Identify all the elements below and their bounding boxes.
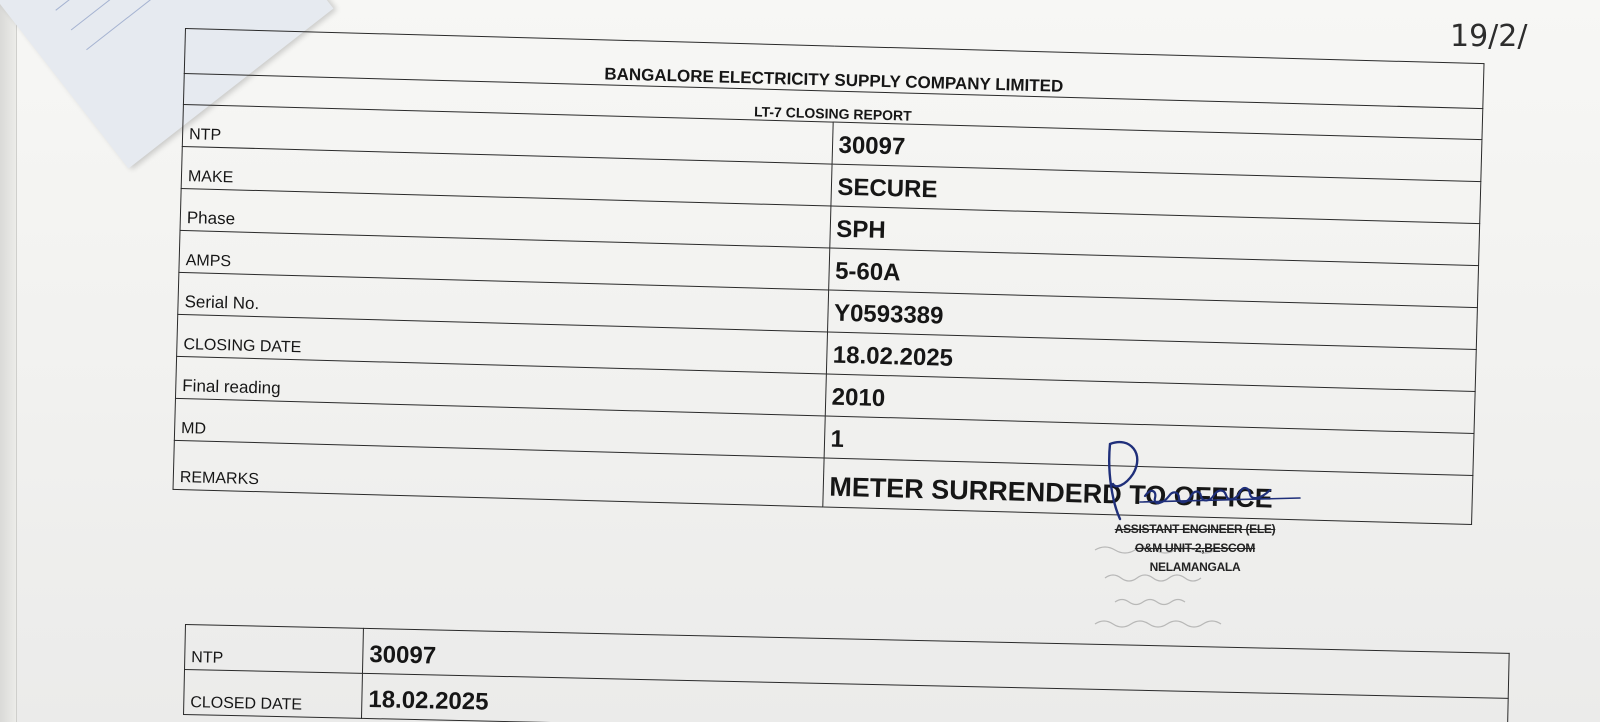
final-reading-value: 2010 bbox=[825, 374, 1475, 434]
final-reading-label: Final reading bbox=[175, 356, 825, 416]
stamp-designation: ASSISTANT ENGINEER (ELE) bbox=[1114, 522, 1276, 536]
ntp-label: NTP bbox=[182, 104, 832, 164]
make-label: MAKE bbox=[181, 146, 831, 206]
remarks-label: REMARKS bbox=[173, 440, 824, 507]
handwritten-date-text: 19/2/ bbox=[1450, 19, 1528, 54]
md-label: MD bbox=[174, 398, 824, 458]
official-stamp bbox=[1070, 520, 1320, 577]
closed-date-label: CLOSED DATE bbox=[184, 670, 363, 719]
ntp-value-2: 30097 bbox=[362, 628, 1509, 698]
phase-label: Phase bbox=[180, 188, 830, 248]
closing-date-label: CLOSING DATE bbox=[177, 314, 827, 374]
md-value: 1 bbox=[824, 416, 1474, 476]
closed-date-value: 18.02.2025 bbox=[361, 673, 1508, 722]
closed-report-table bbox=[183, 624, 1510, 722]
ntp-value: 30097 bbox=[832, 122, 1482, 182]
stamp-unit: O&M UNIT-2,BESCOM bbox=[1134, 541, 1256, 555]
amps-value: 5-60A bbox=[828, 248, 1478, 308]
remarks-value: METER SURRENDERD TO OFFICE bbox=[822, 458, 1473, 525]
closed-report bbox=[183, 624, 1510, 722]
stamp-location: NELAMANGALA bbox=[1149, 560, 1241, 574]
serial-no-value: Y0593389 bbox=[827, 290, 1477, 350]
amps-label: AMPS bbox=[179, 230, 829, 290]
report-title: LT-7 CLOSING REPORT bbox=[183, 73, 1482, 139]
serial-no-label: Serial No. bbox=[178, 272, 828, 332]
page-left-edge bbox=[0, 0, 17, 722]
make-value: SECURE bbox=[830, 164, 1480, 224]
ntp-label-2: NTP bbox=[185, 625, 364, 674]
handwritten-date bbox=[1450, 10, 1600, 58]
closing-date-value: 18.02.2025 bbox=[826, 332, 1476, 392]
company-name: BANGALORE ELECTRICITY SUPPLY COMPANY LIMITED bbox=[184, 29, 1484, 109]
phase-value: SPH bbox=[829, 206, 1479, 266]
